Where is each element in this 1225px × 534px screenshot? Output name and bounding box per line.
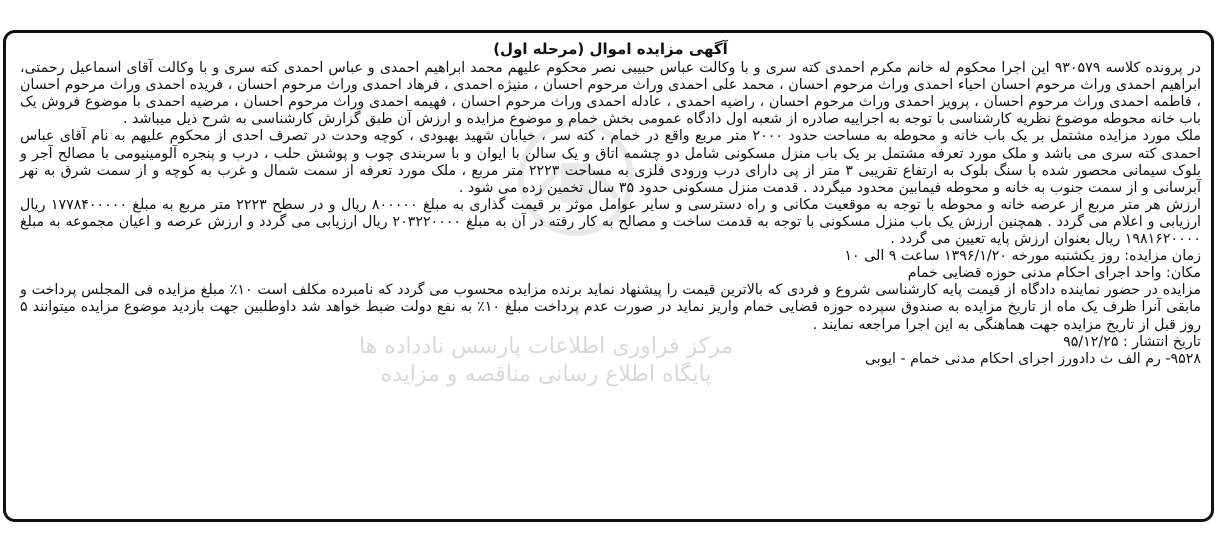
terms-paragraph: مزایده در حضور نماینده دادگاه از قیمت پایه کارشناسی شروع و فردی که بالاترین قیمت را پیشنهاد نماید برنده مزایده محسوب می گردد که نامبرده مکلف است ۱۰٪ مبلغ مزایده فی المجلس پرداخت و مابقی آنرا ظرف یک ماه از تاریخ مزایده به صندوق سپرده حوزه قضایی خمام واریز نماید در صورت عدم پرداخت مبلغ ۱۰٪ به نفع دولت ضبط خواهد شد داوطلبین جهت بازدید موضوع مزایده میتوانند ۵ روز قبل از تاریخ مزایده جهت هماهنگی به این اجرا مراجعه نمایند .	[20, 282, 1202, 333]
signature: ۹۵۲۸- رم الف ث دادورز اجرای احکام مدنی خمام - ایوبی	[864, 350, 1201, 367]
valuation-paragraph: ارزش هر متر مربع از عرصه خانه و محوطه با توجه به موقعیت مکانی و راه دسترسی و سایر عوامل موثر بر قیمت گذاری به مبلغ ۸۰۰۰۰۰ ریال و در سطح ۲۲۲۳ متر مربع به مبلغ ۱۷۷۸۴۰۰۰۰۰ ریال ارزیابی و اعلام می گردد . همچنین ارزش یک باب منزل مسکونی با توجه به قدمت ساخت و مصالح به کار رفته در آن به مبلغ ۲۰۳۲۲۰۰۰۰ ریال ارزیابی می گردد و ارزش عرصه و اعیان مجموعه به مبلغ ۱۹۸۱۶۲۰۰۰۰ ریال بعنوان ارزش پایه تعیین می گردد .	[20, 196, 1202, 248]
auction-notice	[20, 41, 1201, 368]
publish-date: تاریخ انتشار : ۹۵/۱۲/۲۵	[1063, 333, 1201, 350]
property-description: ملک مورد مزایده مشتمل بر یک باب خانه و محوطه به مساحت حدود ۲۰۰۰ متر مربع واقع در خمام ، کته سر ، خیابان شهید بهبودی ، کوچه وحدت در تصرف احدی از محکوم علیهم به نام آقای عباس احمدی کته سری می باشد و ملک مورد تعرفه مشتمل بر یک باب منزل مسکونی شامل دو چشمه اتاق و یک سالن با ایوان و با سربندی چوب و پوشش حلب ، درب و پنجره آلومینیومی با مصالح آجر و بلوک سیمانی محصور شده با سنگ بلوک به ارتفاع تقریبی ۳ متر از پی دارای درب ورودی فلزی به مساحت ۲۲۲۳ متر مربع ، ملک مورد تعرفه از سمت شمال و غرب به کوچه و از سمت شرق به نهر آبرسانی و از سمت جنوب به خانه و محوطه فیمابین محدود میگردد . قدمت منزل مسکونی حدود ۳۵ سال تخمین زده می شود .	[20, 128, 1201, 196]
watermark-line-2: پایگاه اطلاع رسانی مناقصه و مزایده	[380, 362, 712, 387]
case-paragraph: در پرونده کلاسه ۹۳۰۵۷۹ این اجرا محکوم له خانم مکرم احمدی کته سری و با وکالت عباس حبیبی نصر محکوم علیهم محمد ابراهیم احمدی و عباس احمدی کته سری و با وکالت آقای اسماعیل رحمتی، ابراهیم احمدی وراث مرحوم احسان احیاء احمدی وراث مرحوم احسان ، محمد علی احمدی وراث مرحوم احسان ، منیژه احمدی ، فرهاد احمدی وراث مرحوم احسان ، فریده احمدی وراث مرحوم احسان ، فاطمه احمدی وراث مرحوم احسان ، پرویز احمدی وراث مرحوم احسان ، راضیه احمدی ، عادله احمدی وراث مرحوم احسان ، فهیمه احمدی وراث مرحوم احسان ، مرضیه احمدی با موضوع فروش یک باب خانه محوطه موضوع نظریه کارشناسی با توجه به اجراییه صادره از شعبه اول دادگاه عمومی بخش خمام و موضوع مزایده و ارزش آن طبق گزارش کارشناسی به شرح ذیل میباشد .	[20, 60, 1201, 128]
notice-frame	[3, 30, 1214, 522]
watermark-line-1: مرکز فراوری اطلاعات پارسس نادداده ها	[358, 334, 734, 359]
notice-title: آگهی مزایده اموال (مرحله اول)	[493, 40, 728, 58]
auction-time: زمان مزایده: روز یکشنبه مورخه ۱۳۹۶/۱/۲۰ ساعت ۹ الی ۱۰	[844, 248, 1201, 265]
auction-place: مکان: واحد اجرای احکام مدنی حوزه قضایی خمام	[907, 265, 1201, 282]
